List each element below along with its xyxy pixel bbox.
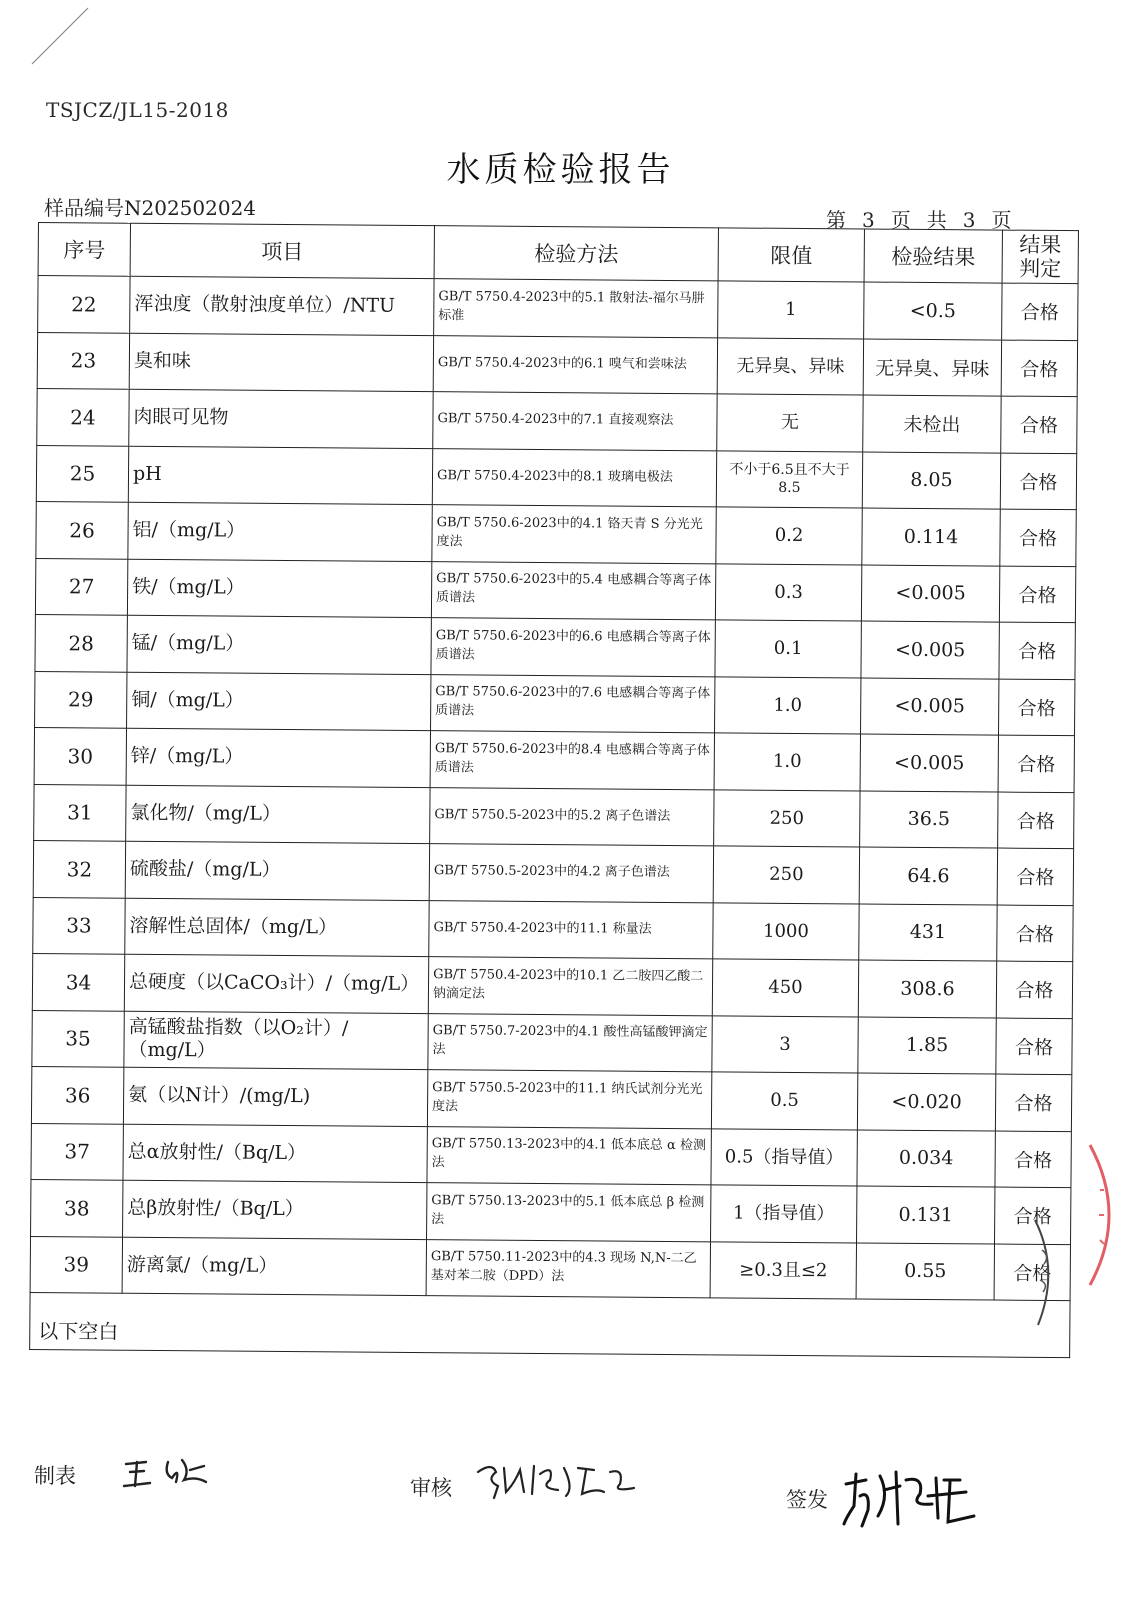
- row-number: 31: [34, 784, 126, 841]
- row-method: GB/T 5750.5-2023中的5.2 离子色谱法: [430, 787, 714, 846]
- table-row: [36, 501, 1076, 566]
- row-limit: 1.0: [714, 733, 860, 791]
- row-number: 23: [37, 332, 129, 389]
- column-header-item: 项目: [130, 223, 434, 278]
- table-row: [31, 1179, 1071, 1244]
- table-row: [34, 727, 1074, 792]
- row-result: 0.034: [857, 1129, 995, 1187]
- prepared-label: 制表: [34, 1464, 76, 1488]
- page-current: 3: [862, 208, 877, 232]
- row-item: 锌/（mg/L）: [126, 728, 430, 787]
- issue-label: 签发: [786, 1488, 828, 1512]
- table-row: [31, 1066, 1071, 1131]
- page-title: 水质检验报告: [446, 150, 675, 190]
- row-method: GB/T 5750.6-2023中的6.6 电感耦合等离子体质谱法: [431, 618, 715, 677]
- row-limit: 0.1: [715, 620, 861, 678]
- row-method: GB/T 5750.4-2023中的6.1 嗅气和尝味法: [433, 335, 717, 394]
- row-item: 浑浊度（散射浊度单位）/NTU: [130, 276, 434, 335]
- row-judge: 合格: [997, 905, 1073, 962]
- row-judge: 合格: [995, 1187, 1071, 1244]
- column-header-judge-line1: 结果: [1019, 232, 1062, 257]
- page-label-unit: 页: [890, 208, 913, 232]
- row-method: GB/T 5750.4-2023中的10.1 乙二胺四乙酸二钠滴定法: [428, 957, 712, 1016]
- row-judge: 合格: [994, 1244, 1070, 1301]
- row-item: 氨（以N计）/(mg/L): [123, 1067, 427, 1126]
- row-number: 29: [35, 671, 127, 728]
- row-judge: 合格: [1001, 396, 1077, 453]
- page-total-unit: 页: [991, 208, 1014, 232]
- row-judge: 合格: [997, 848, 1073, 905]
- table-row: [32, 953, 1072, 1018]
- row-judge: 合格: [999, 679, 1075, 736]
- row-item: 总硬度（以CaCO₃计）/（mg/L）: [124, 954, 428, 1013]
- row-result: 431: [859, 903, 997, 961]
- row-method: GB/T 5750.11-2023中的4.3 现场 N,N-二乙基对苯二胺（DPD）法: [426, 1239, 710, 1298]
- row-number: 36: [31, 1066, 123, 1123]
- row-item: 总α放射性/（Bq/L）: [123, 1124, 427, 1183]
- row-judge: 合格: [998, 792, 1074, 849]
- table-row: [35, 671, 1075, 736]
- table-row: [30, 1236, 1070, 1301]
- row-method: GB/T 5750.6-2023中的5.4 电感耦合等离子体质谱法: [431, 561, 715, 620]
- row-limit: 0.2: [716, 507, 862, 565]
- column-header-result: 检验结果: [864, 229, 1002, 283]
- page-label-prefix: 第: [826, 208, 848, 232]
- row-number: 32: [33, 840, 125, 897]
- row-judge: 合格: [998, 735, 1074, 792]
- row-number: 35: [32, 1010, 124, 1067]
- row-result: 1.85: [858, 1016, 996, 1074]
- row-method: GB/T 5750.7-2023中的4.1 酸性高锰酸钾滴定法: [428, 1013, 712, 1072]
- report-table: [29, 222, 1079, 1358]
- review-label: 审核: [410, 1476, 452, 1500]
- seam-seal-mark: [1030, 1210, 1070, 1330]
- row-number: 27: [35, 558, 127, 615]
- row-item: 铜/（mg/L）: [127, 672, 431, 731]
- table-row: [38, 276, 1078, 341]
- row-result: <0.005: [861, 564, 999, 622]
- row-item: 锰/（mg/L）: [127, 615, 431, 674]
- row-judge: 合格: [995, 1131, 1071, 1188]
- column-header-limit: 限值: [718, 228, 864, 282]
- blank-cell: [30, 1292, 1070, 1357]
- row-judge: 合格: [999, 622, 1075, 679]
- row-limit: 250: [714, 789, 860, 847]
- blank-row: [30, 1292, 1070, 1357]
- row-number: 28: [35, 614, 127, 671]
- row-method: GB/T 5750.6-2023中的7.6 电感耦合等离子体质谱法: [431, 674, 715, 733]
- scan-corner-line: [30, 6, 90, 66]
- review-signature: [474, 1458, 644, 1502]
- report-sheet: [29, 222, 1078, 1358]
- row-result: 0.114: [862, 508, 1000, 566]
- row-number: 30: [34, 727, 126, 784]
- row-method: GB/T 5750.4-2023中的7.1 直接观察法: [433, 392, 717, 451]
- row-judge: 合格: [1000, 509, 1076, 566]
- row-method: GB/T 5750.5-2023中的11.1 纳氏试剂分光光度法: [427, 1070, 711, 1129]
- row-judge: 合格: [995, 1074, 1071, 1131]
- row-limit: 0.5: [711, 1072, 857, 1130]
- table-header-row: [38, 223, 1078, 284]
- row-item: 臭和味: [129, 333, 433, 392]
- table-row: [37, 388, 1077, 453]
- table-row: [32, 1010, 1072, 1075]
- row-method: GB/T 5750.4-2023中的8.1 玻璃电极法: [432, 448, 716, 507]
- issue-signature: [840, 1466, 980, 1530]
- row-method: GB/T 5750.13-2023中的4.1 低本底总 α 检测法: [427, 1126, 711, 1185]
- table-row: [33, 840, 1073, 905]
- row-item: 硫酸盐/（mg/L）: [125, 841, 429, 900]
- row-judge: 合格: [996, 961, 1072, 1018]
- column-header-judge: [1002, 230, 1078, 284]
- row-item: 肉眼可见物: [129, 389, 433, 448]
- row-number: 39: [30, 1236, 122, 1293]
- document-code: TSJCZ/JL15-2018: [46, 98, 229, 122]
- row-limit: 450: [712, 959, 858, 1017]
- row-result: <0.5: [864, 282, 1002, 340]
- row-limit: 1000: [713, 902, 859, 960]
- row-result: <0.005: [860, 734, 998, 792]
- row-number: 34: [32, 953, 124, 1010]
- row-judge: 合格: [996, 1018, 1072, 1075]
- blank-note: 以下空白: [38, 1319, 119, 1344]
- row-item: pH: [128, 446, 432, 505]
- row-number: 26: [36, 501, 128, 558]
- row-number: 37: [31, 1123, 123, 1180]
- row-judge: 合格: [1001, 340, 1077, 397]
- row-item: 总β放射性/（Bq/L）: [123, 1180, 427, 1239]
- row-number: 25: [36, 445, 128, 502]
- row-method: GB/T 5750.5-2023中的4.2 离子色谱法: [429, 844, 713, 903]
- row-limit: 0.5（指导值）: [711, 1128, 857, 1186]
- row-result: 64.6: [859, 847, 997, 905]
- signature-section: [0, 1460, 1121, 1540]
- row-number: 33: [33, 897, 125, 954]
- row-result: 308.6: [858, 960, 996, 1018]
- column-header-no: 序号: [38, 223, 130, 277]
- row-number: 38: [31, 1179, 123, 1236]
- row-result: 未检出: [863, 395, 1001, 453]
- row-result: <0.005: [861, 621, 999, 679]
- row-limit: 0.3: [715, 563, 861, 621]
- row-item: 高锰酸盐指数（以O₂计）/（mg/L）: [124, 1011, 428, 1070]
- table-row: [37, 332, 1077, 397]
- row-limit: 250: [713, 846, 859, 904]
- table-body: [30, 276, 1078, 1301]
- sample-number: 样品编号N202502024: [44, 196, 257, 220]
- table-row: [31, 1123, 1071, 1188]
- row-result: 0.131: [857, 1186, 995, 1244]
- row-method: GB/T 5750.4-2023中的11.1 称量法: [429, 900, 713, 959]
- row-limit: 1: [718, 281, 864, 339]
- row-limit: 1（指导值）: [711, 1185, 857, 1243]
- row-item: 溶解性总固体/（mg/L）: [125, 898, 429, 957]
- row-limit: 1.0: [715, 676, 861, 734]
- page-total: 3: [962, 208, 978, 232]
- column-header-method: 检验方法: [434, 226, 718, 281]
- row-result: <0.005: [861, 677, 999, 735]
- row-judge: 合格: [1002, 283, 1078, 340]
- row-judge: 合格: [1000, 453, 1076, 510]
- row-item: 铁/（mg/L）: [127, 559, 431, 618]
- row-limit: 不小于6.5且不大于8.5: [716, 450, 862, 508]
- row-number: 24: [37, 388, 129, 445]
- row-limit: 无异臭、异味: [717, 337, 863, 395]
- row-method: GB/T 5750.4-2023中的5.1 散射法-福尔马肼标准: [434, 279, 718, 338]
- table-row: [35, 614, 1075, 679]
- row-item: 铝/（mg/L）: [128, 502, 432, 561]
- row-limit: ≥0.3且≤2: [710, 1241, 856, 1299]
- table-row: [34, 784, 1074, 849]
- row-result: 0.55: [856, 1242, 994, 1300]
- row-method: GB/T 5750.13-2023中的5.1 低本底总 β 检测法: [427, 1183, 711, 1242]
- row-limit: 无: [717, 394, 863, 452]
- row-method: GB/T 5750.6-2023中的4.1 铬天青 S 分光光度法: [432, 505, 716, 564]
- row-method: GB/T 5750.6-2023中的8.4 电感耦合等离子体质谱法: [430, 731, 714, 790]
- page-total-prefix: 共: [926, 208, 949, 232]
- row-limit: 3: [712, 1015, 858, 1073]
- seal-stamp: [1070, 1140, 1121, 1290]
- row-item: 游离氯/（mg/L）: [122, 1237, 426, 1296]
- table-row: [36, 445, 1076, 510]
- row-judge: 合格: [999, 566, 1075, 623]
- row-number: 22: [38, 276, 130, 333]
- column-header-judge-line2: 判定: [1019, 256, 1062, 282]
- row-result: 无异臭、异味: [863, 338, 1001, 396]
- row-result: <0.020: [857, 1073, 995, 1131]
- row-result: 8.05: [862, 451, 1000, 509]
- row-item: 氯化物/（mg/L）: [126, 785, 430, 844]
- prepared-signature: [120, 1452, 220, 1492]
- table-row: [33, 897, 1073, 962]
- table-row: [35, 558, 1075, 623]
- row-result: 36.5: [860, 790, 998, 848]
